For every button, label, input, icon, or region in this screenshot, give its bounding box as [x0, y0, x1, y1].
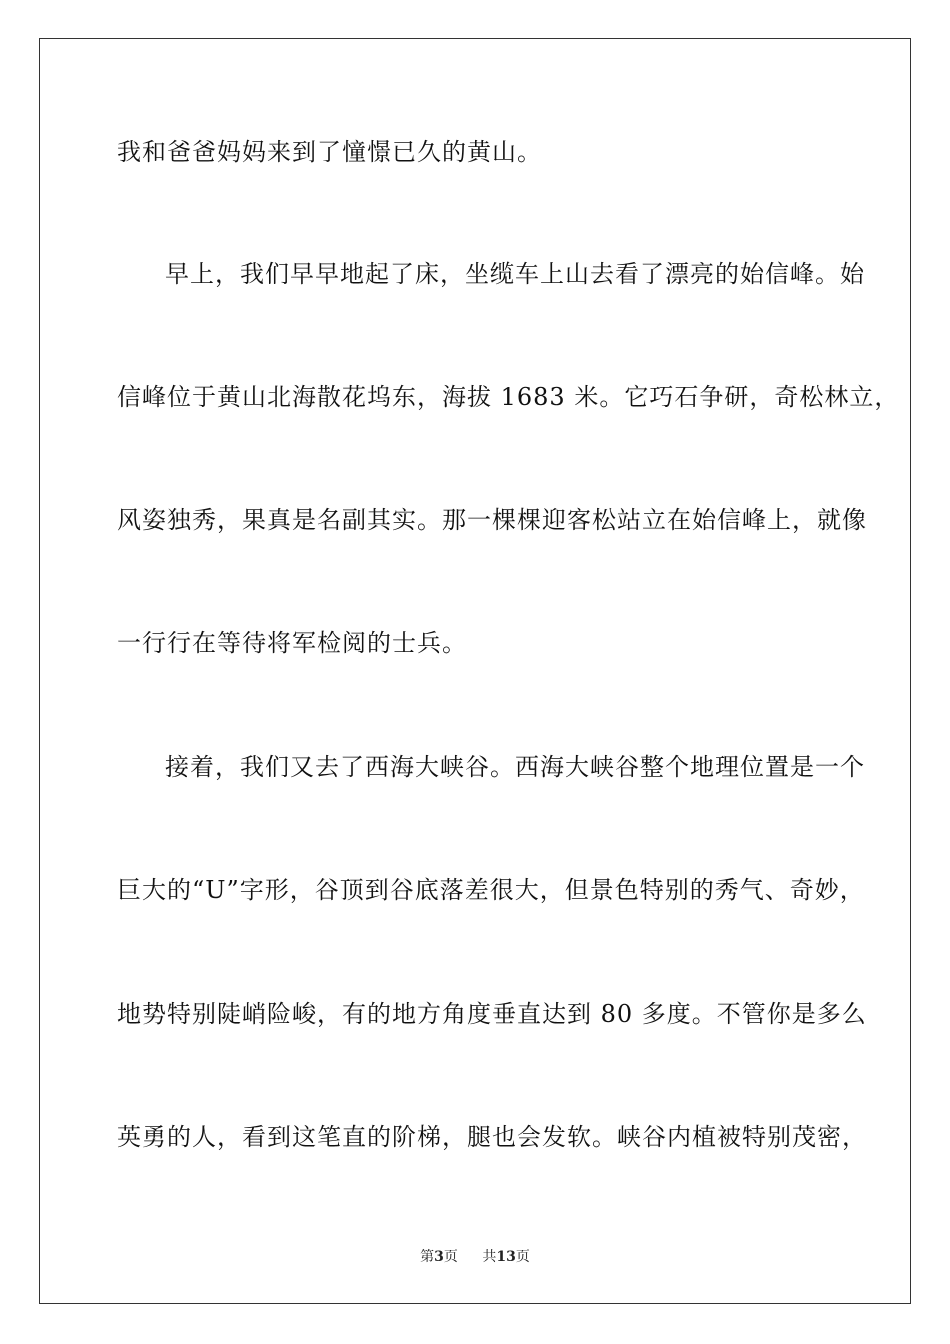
text-line-3: 信峰位于黄山北海散花坞东，海拔 1683 米。它巧石争研，奇松林立， [117, 383, 900, 411]
text-line-6: 接着，我们又去了西海大峡谷。西海大峡谷整个地理位置是一个 [165, 753, 865, 781]
text-line-4: 风姿独秀，果真是名副其实。那一棵棵迎客松站立在始信峰上，就像 [117, 506, 867, 534]
text-line-5: 一行行在等待将军检阅的士兵。 [117, 629, 467, 657]
page-border [39, 38, 911, 1304]
text-line-7: 巨大的“U”字形，谷顶到谷底落差很大，但景色特别的秀气、奇妙， [117, 876, 865, 904]
text-line-2: 早上，我们早早地起了床，坐缆车上山去看了漂亮的始信峰。始 [165, 260, 865, 288]
current-page-number: 3 [434, 1249, 444, 1265]
text-line-9: 英勇的人，看到这笔直的阶梯，腿也会发软。峡谷内植被特别茂密， [117, 1123, 867, 1151]
total-pages-number: 13 [496, 1249, 516, 1265]
page-number-indicator: 第3页 [420, 1249, 458, 1265]
text-line-1: 我和爸爸妈妈来到了憧憬已久的黄山。 [117, 138, 542, 166]
text-line-8: 地势特别陡峭险峻，有的地方角度垂直达到 80 多度。不管你是多么 [117, 1000, 867, 1028]
total-pages-indicator: 共13页 [482, 1249, 530, 1265]
page-footer [0, 1247, 950, 1267]
